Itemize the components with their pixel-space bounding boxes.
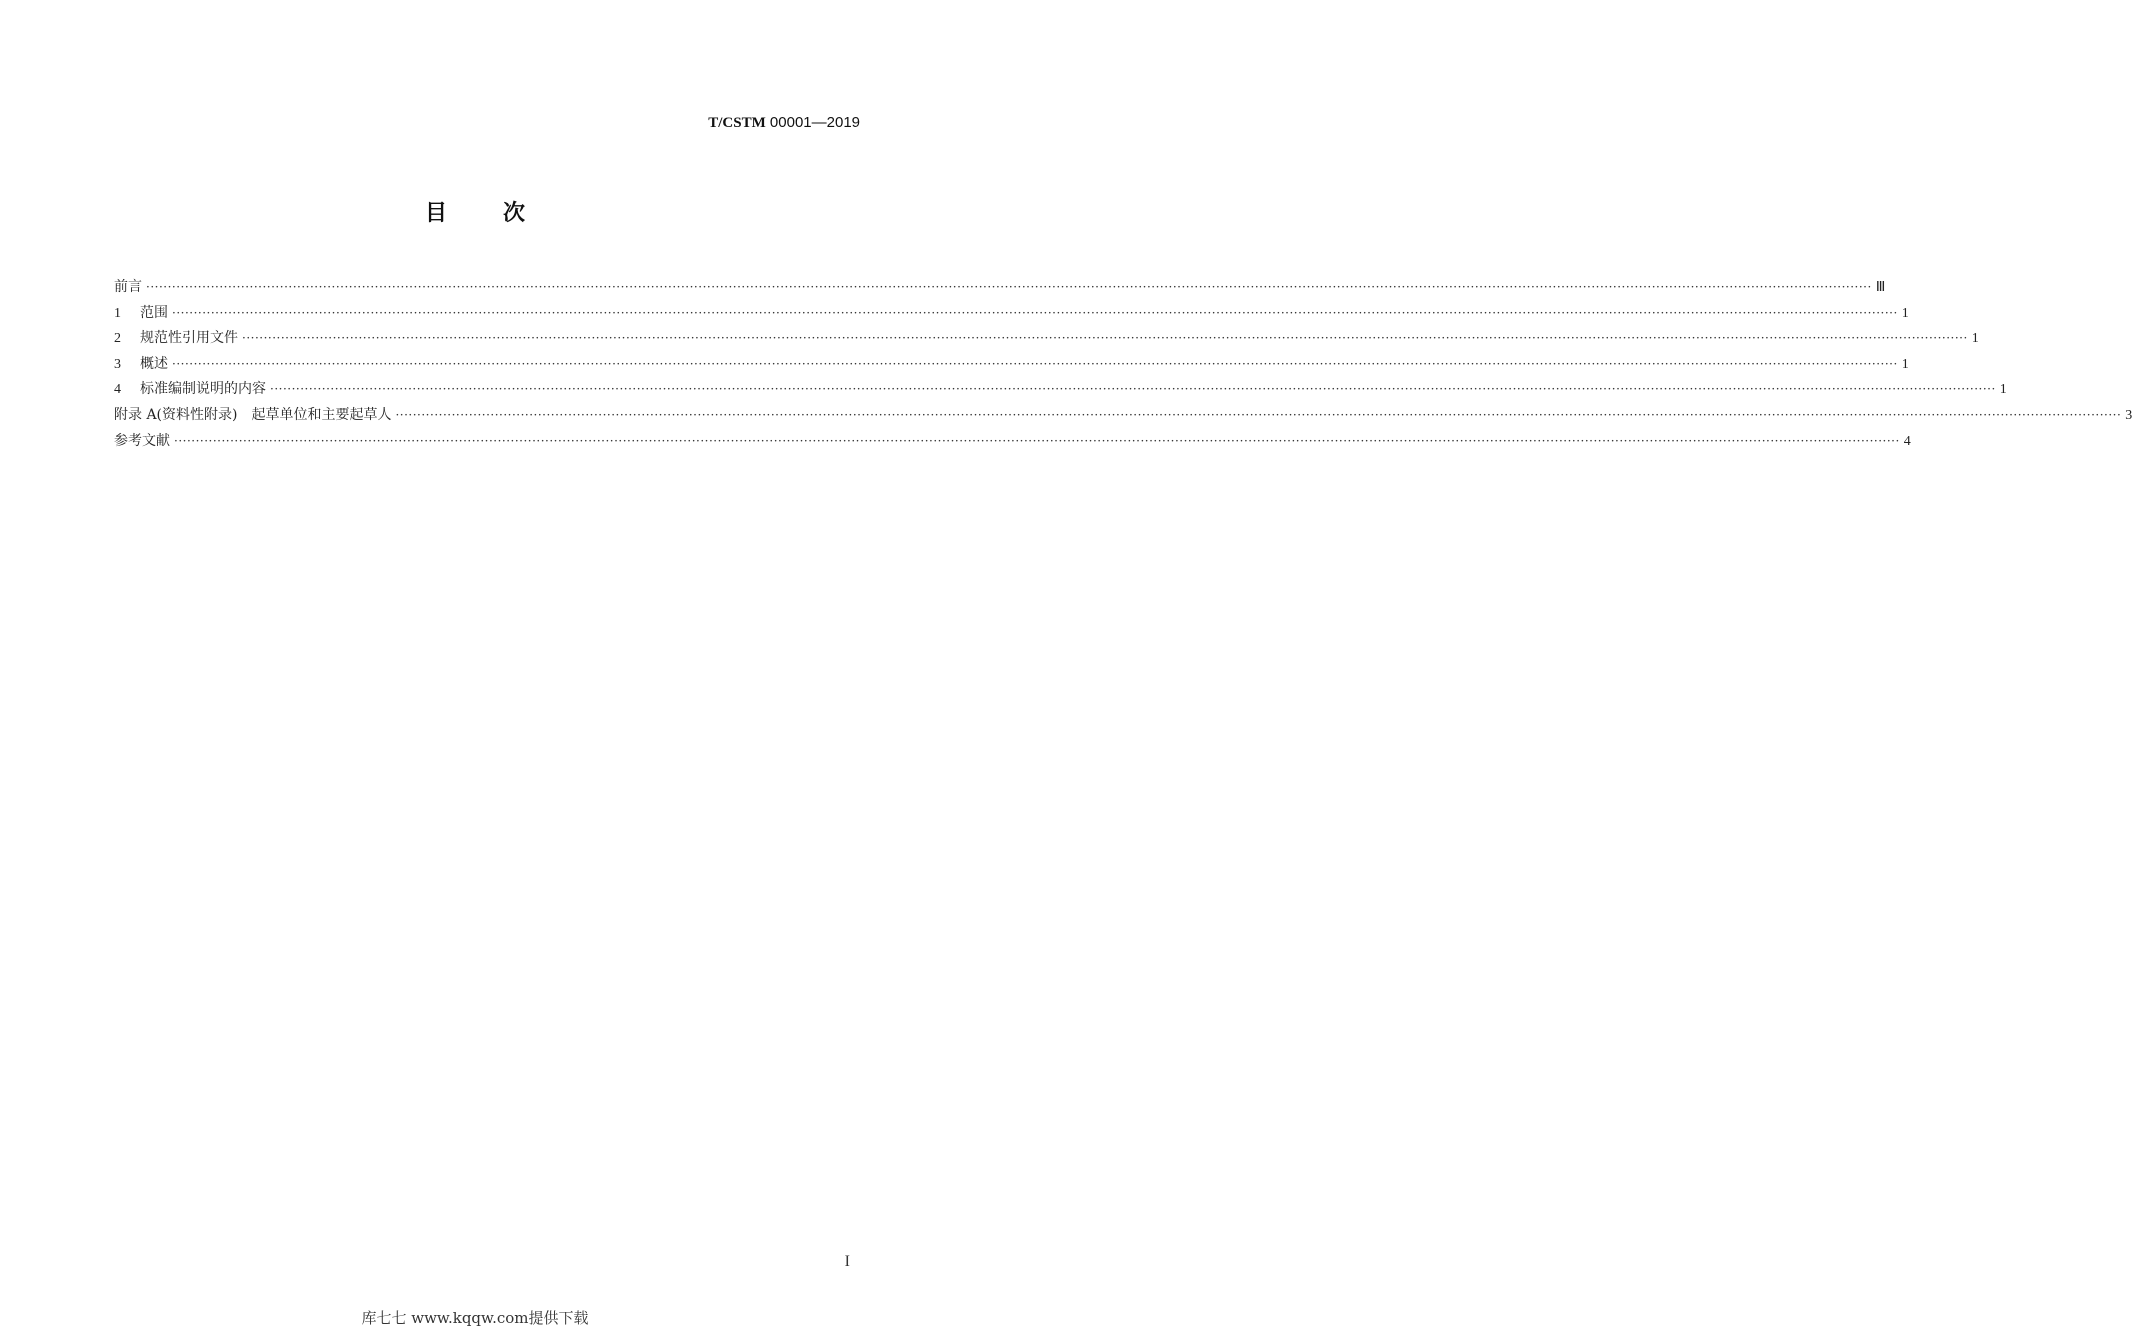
toc-label (114, 327, 238, 347)
toc-entry-appendix-a[interactable] (114, 404, 2132, 430)
toc-page-number: 4 (1903, 433, 1911, 449)
page-number: I (844, 1253, 850, 1270)
toc-page-number: 1 (1971, 331, 1979, 347)
toc-label (114, 353, 168, 373)
footer-watermark-text: 库七七 www.kqqw.com提供下载 (361, 1309, 589, 1327)
toc-entry-foreword[interactable] (114, 276, 1886, 302)
toc-entry-normative-references[interactable] (114, 327, 1979, 353)
toc-entry-title: 前言 (114, 279, 142, 295)
toc-entry-bibliography[interactable] (114, 430, 1911, 456)
document-code-number: 00001—2019 (765, 114, 860, 131)
toc-label (114, 404, 391, 424)
toc-leader-dots: ················································································································································································································································································································································································································ (270, 382, 1996, 397)
toc-entry-scope[interactable] (114, 302, 1909, 328)
toc-label (114, 378, 266, 398)
toc-section-number: 4 (114, 382, 121, 398)
toc-leader-dots: ················································································································································································································································································································································································································ (242, 331, 1968, 346)
toc-leader-dots: ················································································································································································································································································································································································································ (146, 280, 1872, 294)
toc-entry-title: 附录 A(资料性附录) 起草单位和主要起草人 (114, 406, 392, 423)
toc-label (114, 302, 168, 322)
toc-leader-dots: ················································································································································································································································································································································································································ (172, 305, 1898, 320)
toc-entry-title: 概述 (140, 355, 168, 372)
toc-page-number: 3 (2125, 407, 2132, 423)
toc-label (114, 430, 170, 450)
toc-leader-dots: ················································································································································································································································································································································································································ (395, 407, 2122, 422)
page-title: 目次 (424, 201, 581, 226)
toc-entry-content[interactable] (114, 378, 2007, 404)
toc-page-number: 1 (1901, 356, 1909, 372)
toc-entry-title: 规范性引用文件 (140, 330, 238, 347)
toc-leader-dots: ················································································································································································································································································································································································································ (172, 356, 1898, 371)
document-code-prefix: T/CSTM (708, 115, 766, 131)
toc-entry-title: 标准编制说明的内容 (140, 381, 266, 398)
toc-page-number: Ⅲ (1875, 280, 1886, 295)
toc-section-number: 3 (114, 356, 121, 372)
toc-leader-dots: ················································································································································································································································································································································································································ (174, 433, 1900, 448)
toc-page-number: 1 (1901, 305, 1909, 321)
toc-entry-overview[interactable] (114, 353, 1909, 379)
toc-section-number: 1 (114, 305, 121, 321)
toc-section-number: 2 (114, 331, 121, 347)
toc-entry-title: 参考文献 (114, 432, 170, 449)
document-code (708, 114, 860, 132)
toc-entry-title: 范围 (140, 304, 168, 321)
table-of-contents (114, 276, 2132, 455)
toc-page-number: 1 (1999, 382, 2007, 398)
toc-label (114, 276, 142, 296)
